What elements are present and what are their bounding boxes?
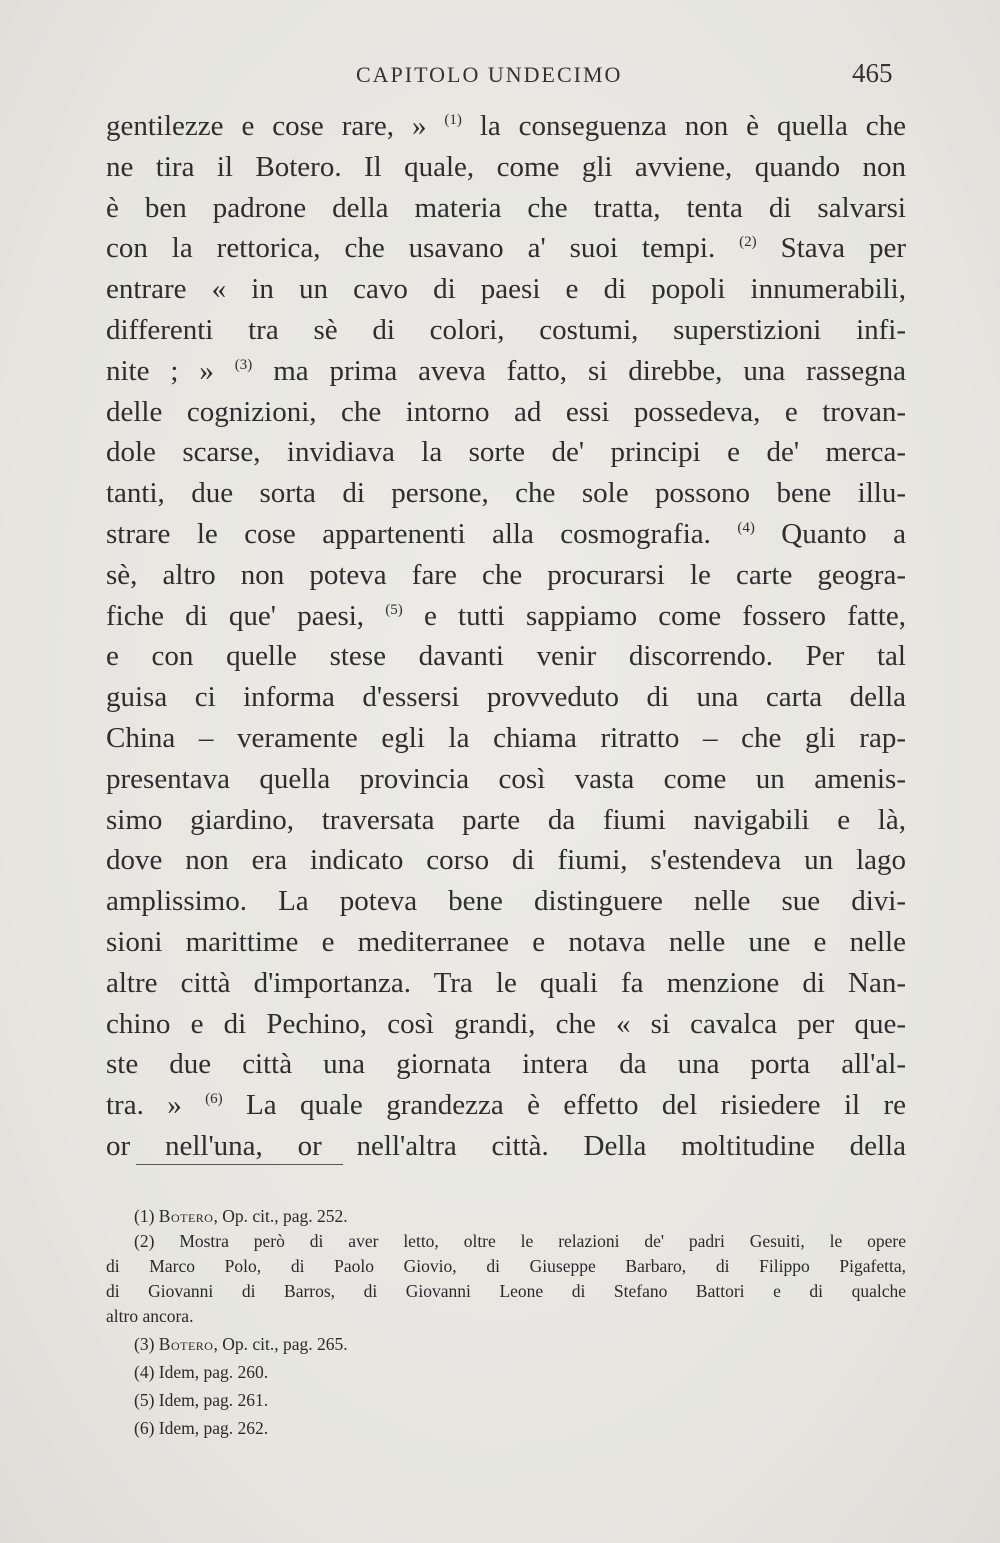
text-line: amplissimo. La poteva bene distinguere nelle sue divi- [106, 885, 906, 918]
text-line: con la rettorica, che usavano a' suoi tempi. $^{(2)}$ Stava per [106, 232, 906, 265]
text-line: dole scarse, invidiava la sorte de' principi e de' merca- [106, 436, 906, 469]
text-line: sioni marittime e mediterranee e notava nelle une e nelle [106, 925, 906, 958]
text-line: guisa ci informa d'essersi provveduto di una carta della [106, 681, 906, 714]
footnote: (2) Mostra però di aver letto, oltre le relazioni de' padri Gesuiti, le opere di Marco Polo, di Paolo Giovio, di Giuseppe Barbaro, di Filippo Pigafetta, di Giovanni di Barros, di Giovanni Leone di Stefano Battori e di qualche altro ancora. [106, 1231, 906, 1326]
text-line: nite ; » $^{(3)}$ ma prima aveva fatto, si direbbe, una rassegna [106, 354, 906, 387]
text-line: ne tira il Botero. Il quale, come gli avviene, quando non [106, 150, 906, 183]
text-line: gentilezze e cose rare, » $^{(1)}$ la conseguenza non è quella che [106, 110, 907, 142]
footnote-ref: (2) [739, 234, 757, 251]
footnote: (5) Idem, pag. 261. [134, 1390, 269, 1410]
text-line: altre città d'importanza. Tra le quali fa menzione di Nan- [106, 966, 906, 999]
text-line: ste due città una giornata intera da una porta all'al- [106, 1048, 906, 1081]
running-title: CAPITOLO UNDECIMO [356, 62, 623, 87]
text-line: or nell'una, or nell'altra città. Della moltitudine della [106, 1129, 906, 1162]
text-line: è ben padrone della materia che tratta, tenta di salvarsi [106, 191, 906, 224]
footnote-ref: (1) [444, 112, 462, 128]
footnote: (6) Idem, pag. 262. [134, 1418, 269, 1438]
text-line: dove non era indicato corso di fiumi, s'estendeva un lago [106, 844, 906, 877]
footnote: (4) Idem, pag. 260. [134, 1362, 269, 1382]
footnote-ref: (5) [385, 601, 403, 618]
text-line: delle cognizioni, che intorno ad essi possedeva, e trovan- [106, 395, 906, 428]
body-text [106, 106, 906, 1167]
text-line: chino e di Pechino, così grandi, che « si cavalca per que- [106, 1007, 906, 1040]
footnote-ref: (6) [205, 1091, 223, 1108]
text-line: strare le cose appartenenti alla cosmografia. $^{(4)}$ Quanto a [106, 517, 906, 550]
text-line: differenti tra sè di colori, costumi, superstizioni infi- [106, 313, 906, 346]
text-line: e con quelle stese davanti venir discorrendo. Per tal [106, 640, 906, 673]
text-line: China – veramente egli la chiama ritratto – che gli rap- [106, 721, 906, 754]
footnote: (1) Botero, Op. cit., pag. 252. [134, 1206, 348, 1226]
text-line: fiche di que' paesi, $^{(5)}$ e tutti sappiamo come fossero fatte, [106, 599, 906, 632]
text-line: sè, altro non poteva fare che procurarsi le carte geogra- [106, 558, 906, 591]
text-line: tanti, due sorta di persone, che sole possono bene illu- [106, 477, 906, 510]
text-line: simo giardino, traversata parte da fiumi navigabili e là, [106, 803, 906, 836]
footnote-ref: (3) [234, 356, 253, 373]
text-line: entrare « in un cavo di paesi e di popoli innumerabili, [106, 273, 906, 306]
footnotes [106, 1204, 906, 1441]
page-header [0, 58, 1000, 92]
footnote: (3) Botero, Op. cit., pag. 265. [134, 1334, 348, 1354]
footnote-ref: (4) [737, 519, 755, 536]
footnote-divider [136, 1164, 343, 1165]
text-line: tra. » $^{(6)}$ La quale grandezza è effetto del risiedere il re [106, 1089, 906, 1122]
text-line: presentava quella provincia così vasta come un amenis- [106, 762, 906, 795]
page-number: 465 [852, 58, 893, 88]
